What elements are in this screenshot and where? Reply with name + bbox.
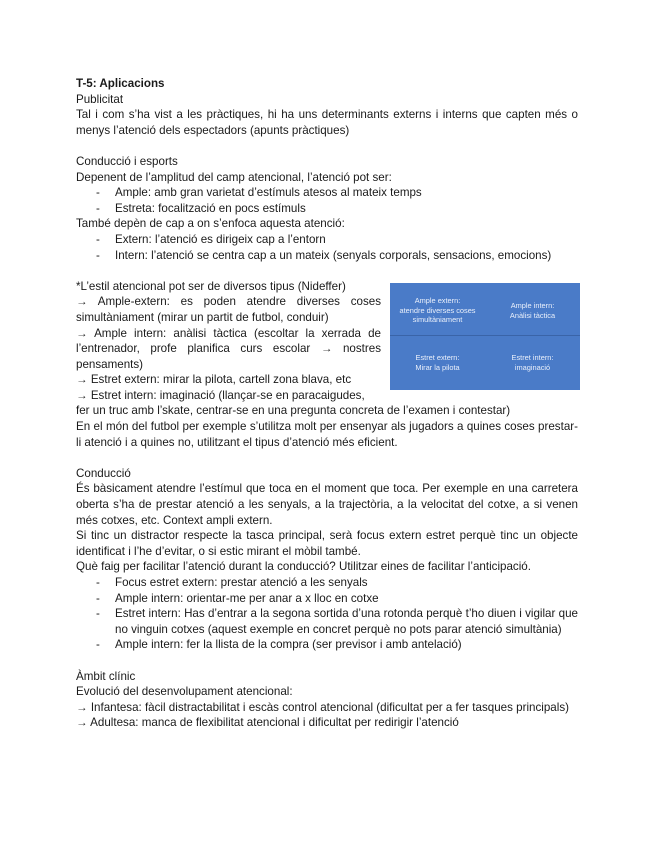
paragraph: *L’estil atencional pot ser de diversos tipus (Nideffer) xyxy=(76,279,346,293)
diagram-divider xyxy=(390,335,580,336)
list-item: - Focus estret extern: prestar atenció a les senyals xyxy=(76,575,578,591)
bullet-list xyxy=(76,185,578,216)
paragraph: fer un truc amb l’skate, centrar-se en una pregunta concreta de l’examen i contestar) xyxy=(76,404,511,418)
paragraph: És bàsicament atendre l’estímul que toca en el moment que toca. Per exemple en una carretera oberta s’ha de prestar atenció a les senyals, a la trajectòria, a la velocitat del cotxe, a si venen més cotxes, etc. Context ampli extern. xyxy=(76,482,578,527)
attention-style-diagram xyxy=(390,283,580,390)
list-item: - Ample intern: fer la llista de la compra (ser previsor i amb antelació) xyxy=(76,637,578,653)
section-heading-conduccio: Conducció xyxy=(76,466,131,480)
diagram-cell-estret-extern: Estret extern: Mirar la pilota xyxy=(415,353,460,372)
section-heading-conduccio-esports: Conducció i esports xyxy=(76,154,178,168)
paragraph: → Ample-extern: es poden atendre diverses coses simultàniament (mirar un partit de futbol, conduir) xyxy=(76,295,381,324)
paragraph: En el món del futbol per exemple s’utilitza molt per ensenyar als jugadors a quines coses prestar-li atenció i a quines no, utilitzant el tipus d’atenció més eficient. xyxy=(76,420,578,449)
page-title: T-5: Aplicacions xyxy=(76,77,165,90)
bullet-list xyxy=(76,232,578,263)
paragraph: Què faig per facilitar l’atenció durant la conducció? Utilitzar eines de facilitar l’anticipació. xyxy=(76,560,531,574)
paragraph: Si tinc un distractor respecte la tasca principal, serà focus extern estret perquè tinc un objecte identificat i l’he d’evitar, o si estic mirant el mòbil també. xyxy=(76,529,578,558)
paragraph: → Ample intern: anàlisi tàctica (escoltar la xerrada de l’entrenador, profe planifica curs escolar → nostres pensaments) xyxy=(76,326,381,371)
diagram-cell-ample-intern: Ample intern: Anàlisi tàctica xyxy=(509,301,556,320)
list-item: - Extern: l’atenció es dirigeix cap a l’entorn xyxy=(76,232,578,248)
list-item: - Estret intern: Has d’entrar a la segona sortida d’una rotonda perquè t’ho diuen i vigilar que no vinguin cotxes (aquest exemple en concret perquè no pots parar atenció simultània) xyxy=(76,606,578,637)
paragraph: També depèn de cap a on s’enfoca aquesta atenció: xyxy=(76,217,345,231)
list-item: - Ample intern: orientar-me per anar a x lloc en cotxe xyxy=(76,591,578,607)
diagram-cell-estret-intern: Estret intern: imaginació xyxy=(511,353,554,372)
list-item: - Estreta: focalització en pocs estímuls xyxy=(76,201,578,217)
bullet-list xyxy=(76,575,578,653)
paragraph: → Estret intern: imaginació (llançar-se en paracaigudes, xyxy=(76,388,365,402)
section-heading-publicitat: Publicitat xyxy=(76,92,124,106)
section-heading-ambit-clinic: Àmbit clínic xyxy=(76,669,136,683)
paragraph: Tal i com s’ha vist a les pràctiques, hi ha uns determinants externs i interns que capten més o menys l’atenció dels espectadors (apunts pràctiques) xyxy=(76,108,578,137)
list-item: - Ample: amb gran varietat d’estímuls atesos al mateix temps xyxy=(76,185,578,201)
paragraph: → Adultesa: manca de flexibilitat atencional i dificultat per redirigir l’atenció xyxy=(76,716,459,730)
paragraph: → Infantesa: fàcil distractabilitat i escàs control atencional (dificultat per a fer tasques principals) xyxy=(76,700,569,714)
paragraph: Evolució del desenvolupament atencional: xyxy=(76,685,293,699)
list-item: - Intern: l’atenció se centra cap a un mateix (senyals corporals, sensacions, emocions) xyxy=(76,248,578,264)
paragraph: → Estret extern: mirar la pilota, cartell zona blava, etc xyxy=(76,373,352,387)
diagram-cell-ample-extern: Ample extern: atendre diverses coses simultàniament xyxy=(399,296,476,324)
document-body xyxy=(76,76,578,731)
paragraph: Depenent de l’amplitud del camp atencional, l’atenció pot ser: xyxy=(76,170,392,184)
